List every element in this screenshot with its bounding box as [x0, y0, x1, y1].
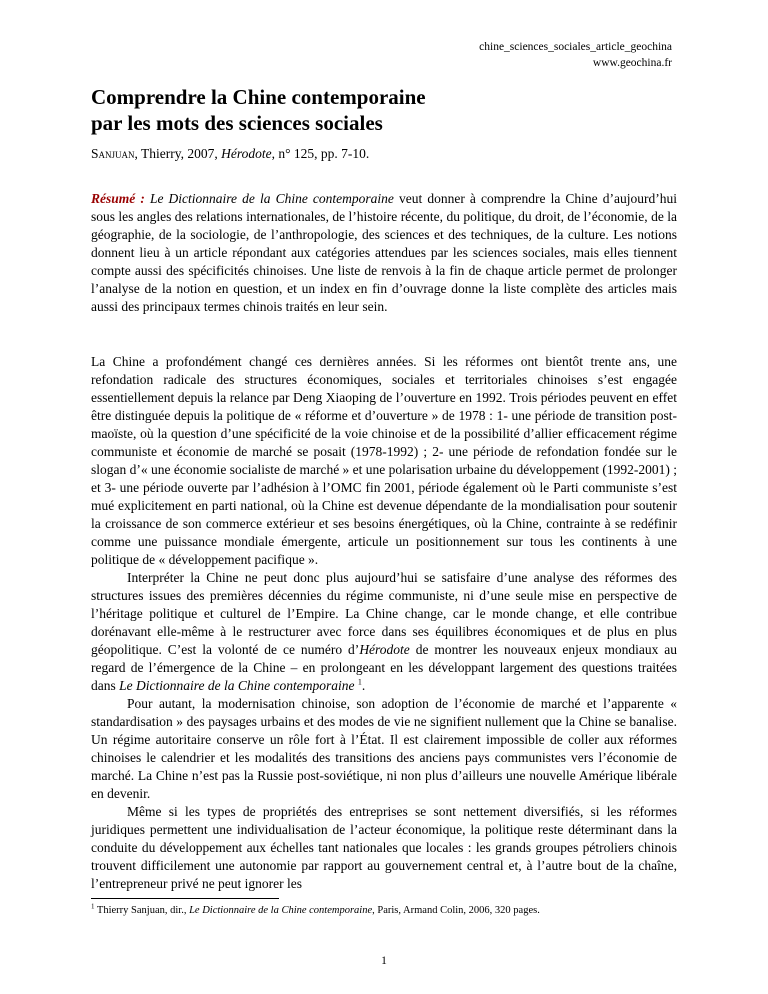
footnote-text-b: , Paris, Armand Colin, 2006, 320 pages.	[372, 905, 540, 916]
p2-text-a: Interpréter la Chine ne peut donc plus aujourd’hui se satisfaire d’une analyse des réformes des structures issues des premières décennies du régime communiste, ni d’une seule mise en perspective de l’héritage politique et culturel de l’Empire. La Chine change, car le monde change, et elle contribue dorénavant elle-même à le restructurer avec force dans ses équilibres économiques et de plus en plus géopolitique. C’est la volonté de ce numéro d’	[91, 570, 677, 657]
body-paragraph-3: Pour autant, la modernisation chinoise, son adoption de l’économie de marché et l’apparente « standardisation » des paysages urbains et des modes de vie ne signifient nullement que la Chine se banalise. Un régime autoritaire conserve un rôle fort à l’État. Il est clairement impossible de coller aux réformes chinoises le calendrier et les modalités des transitions des anciens pays communistes vers l’économie de marché. La Chine n’est pas la Russie post-soviétique, ni non plus d’ailleurs une nouvelle Amérique libérale en devenir.	[91, 696, 677, 801]
p2-book-title: Le Dictionnaire de la Chine contemporaine	[119, 678, 355, 693]
footnote-text-a: Thierry Sanjuan, dir.,	[94, 905, 190, 916]
footnote	[91, 904, 677, 918]
citation	[91, 145, 677, 163]
abstract-book-title: Le Dictionnaire de la Chine contemporaine	[149, 191, 394, 206]
p2-text-b: de montrer les nouveaux enjeux mondiaux au regard de l’émergence de la Chine – en prolongeant en les développant largement des questions traitées dans	[91, 642, 677, 693]
body-paragraph-1: La Chine a profondément changé ces dernières années. Si les réformes ont bientôt trente ans, une refondation radicale des structures économiques, sociales et territoriales chinoises s’est engagée essentiellement depuis la relance par Deng Xiaoping de l’ouverture en 1992. Trois périodes peuvent en effet être distinguée depuis la politique de « réforme et d’ouverture » de 1978 : 1- une période de transition post-maoïste, où la question d’une spécificité de la voie chinoise et de la possibilité d’allier efficacement régime communiste et économie de marché se posait (1978-1992) ; 2- une période de refondation fondée sur le slogan d’« une économie socialiste de marché » et une polarisation urbaine du développement (1992-2001) ; et 3- une période ouverte par l’adhésion à l’OMC fin 2001, période également où le Parti communiste s’est mué explicitement en parti national, où la Chine est devenue dépendante de la mondialisation pour soutenir la croissance de son commerce extérieur et ses besoins énergétiques, où la Chine, contrainte à se redéfinir comme une puissance mondiale émergente, articule un positionnement sur tous les continents à une politique de « développement pacifique ».	[91, 354, 677, 567]
footnote-book-title: Le Dictionnaire de la Chine contemporaine	[189, 905, 373, 916]
footnote-number: 1	[91, 902, 95, 911]
p2-journal: Hérodote	[359, 642, 410, 657]
citation-text-1: , Thierry, 2007,	[134, 146, 222, 161]
footnote-reference[interactable]: 1	[357, 677, 362, 687]
abstract-label: Résumé :	[91, 191, 145, 206]
page-header	[479, 39, 672, 71]
abstract-text: veut donner à comprendre la Chine d’aujourd’hui sous les angles des relations internationales, de l’histoire récente, du politique, du droit, de l’économie, de la géographie, de la sociologie, de l’anthropologie, des sciences et des techniques, de la culture. Les notions donnent lieu à un article répondant aux catégories attendues par les sciences sociales, mais elles tiennent compte aussi des spécificités chinoises. Une liste de renvois à la fin de chaque article permet de prolonger l’analyse de la notion en question, et un index en fin d’ouvrage donne la liste complète des articles mais aussi des principaux termes chinois traités en leur sein.	[91, 191, 677, 314]
body-paragraph-2	[91, 569, 677, 695]
footnote-separator	[91, 898, 279, 899]
page-number: 1	[381, 955, 387, 967]
title-line-1: Comprendre la Chine contemporaine	[91, 85, 426, 109]
p2-text-c: .	[361, 678, 366, 693]
article-title	[91, 84, 677, 136]
header-filename: chine_sciences_sociales_article_geochina	[479, 41, 672, 53]
title-line-2: par les mots des sciences sociales	[91, 111, 383, 135]
abstract	[91, 190, 677, 316]
citation-author: Sanjuan	[91, 146, 135, 161]
article-body	[91, 353, 677, 893]
body-paragraph-4: Même si les types de propriétés des entreprises se sont nettement diversifiés, si les réformes juridiques permettent une individualisation de l’acteur économique, la politique reste déterminant dans la conduite du développement aux échelles tant nationales que locales : les grands groupes pétroliers chinois trouvent difficilement une autonomie par rapport au gouvernement central et, à l’autre bout de la chaîne, l’entrepreneur privé ne peut ignorer les	[91, 804, 677, 891]
header-website: www.geochina.fr	[592, 57, 672, 69]
citation-text-2: , n° 125, pp. 7-10.	[271, 146, 370, 161]
citation-journal: Hérodote	[221, 146, 272, 161]
